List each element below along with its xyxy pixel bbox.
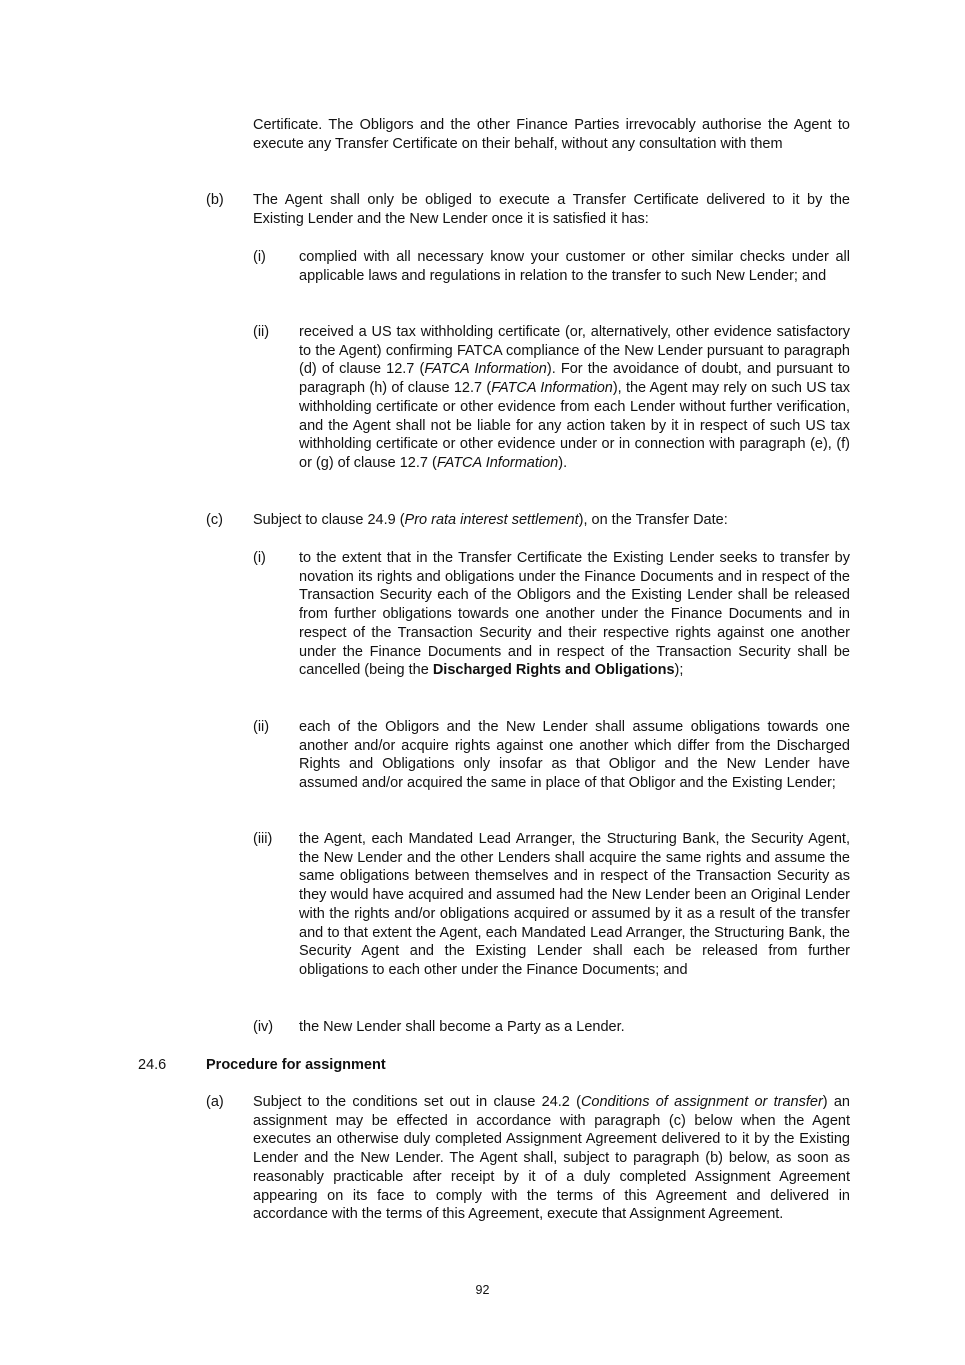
paragraph-text: received a US tax withholding certificate (or, alternatively, other evidence satisfactory to the Agent) confirming FATCA compliance of the New Lender pursuant to paragraph (d) of clause 12.7 (	[299, 324, 850, 378]
clause-a-text	[253, 1093, 850, 1224]
clause-c-iii-text	[299, 830, 850, 980]
clause-label-b-ii: (ii)	[253, 324, 270, 340]
clause-c-iv-text	[299, 1018, 850, 1037]
clause-label-c: (c)	[206, 512, 223, 528]
clause-c-text	[253, 511, 850, 530]
paragraph-text: to the extent that in the Transfer Certificate the Existing Lender seeks to transfer by novation its rights and obligations under the Finance Documents and in respect of the Transaction Security each of the Obligors and the Existing Lender shall be released from further obligations towards one another under the Finance Documents and in respect of the Transaction Security and their respective rights against one another under the Finance Documents and in respect of the Transaction Security shall be cancelled (being the	[299, 550, 850, 679]
clause-label-b: (b)	[206, 192, 224, 208]
paragraph-text: Certificate. The Obligors and the other Finance Parties irrevocably authorise the Agent to execute any Transfer Certificate on their behalf, without any consultation with them	[253, 117, 850, 152]
clause-reference-italic: FATCA Information	[436, 454, 559, 471]
paragraph-text: the New Lender shall become a Party as a Lender.	[299, 1019, 625, 1035]
clause-label-c-i: (i)	[253, 550, 266, 566]
paragraph-continuation	[253, 116, 850, 153]
clause-label-b-i: (i)	[253, 249, 266, 265]
clause-reference-italic: Pro rata interest settlement	[404, 512, 579, 528]
paragraph-text: each of the Obligors and the New Lender shall assume obligations towards one another and/or acquire rights against one another which differ from the Discharged Rights and Obligations only insofar as that Obligor and the New Lender have assumed and/or acquired the same in place of that Obligor and the Existing Lender;	[299, 719, 850, 792]
paragraph-text: Subject to clause 24.9 (	[253, 512, 405, 528]
clause-reference-italic: Conditions of assignment or transfer	[580, 1094, 823, 1110]
clause-c-i-text	[299, 549, 850, 680]
page-number: 92	[475, 1283, 490, 1297]
clause-b-i-text	[299, 248, 850, 285]
paragraph-text: ) an assignment may be effected in accordance with paragraph (c) below when the Agent executes an otherwise duly completed Assignment Agreement delivered to it by the Existing Lender and the New Lender. The Agent shall, subject to paragraph (b) below, as soon as reasonably practicable after receipt by it of a duly completed Assignment Agreement appearing on its face to comply with the terms of this Agreement and delivered in accordance with the terms of this Agreement, execute that Assignment Agreement.	[253, 1094, 850, 1223]
clause-label-a: (a)	[206, 1094, 224, 1110]
defined-term-bold: Discharged Rights and Obligations	[432, 662, 675, 679]
clause-b-ii-text	[299, 323, 850, 473]
paragraph-text: ). For the avoidance of doubt, and pursuant to paragraph (h) of clause 12.7 (	[299, 361, 850, 397]
clause-b-text	[253, 191, 850, 228]
clause-c-ii-text	[299, 718, 850, 793]
paragraph-text: ).	[558, 454, 568, 471]
clause-reference-italic: FATCA Information	[491, 380, 613, 397]
paragraph-text: The Agent shall only be obliged to execute a Transfer Certificate delivered to it by the Existing Lender and the New Lender once it is satisfied it has:	[253, 192, 850, 227]
section-number: 24.6	[138, 1057, 167, 1073]
clause-label-c-iii: (iii)	[253, 831, 273, 847]
section-title: Procedure for assignment	[206, 1057, 386, 1073]
paragraph-text: ), on the Transfer Date:	[578, 512, 728, 528]
paragraph-text: ), the Agent may rely on such US tax withholding certificate or other evidence from each Lender without further verification, and the Agent shall not be liable for any action taken by it in respect of such US tax withholding certificate or other evidence under or in connection with paragraph (e), (f) or (g) of clause 12.7 (	[299, 380, 851, 471]
paragraph-text: complied with all necessary know your customer or other similar checks under all applicable laws and regulations in relation to the transfer to such New Lender; and	[299, 249, 850, 284]
clause-label-c-iv: (iv)	[253, 1019, 274, 1035]
paragraph-text: the Agent, each Mandated Lead Arranger, the Structuring Bank, the Security Agent, the New Lender and the other Lenders shall acquire the same rights and assume the same obligations between themselves and in respect of the Transaction Security as they would have acquired and assumed had the New Lender been an Original Lender with the rights and/or obligations acquired or assumed by it as a result of the transfer and to that extent the Agent, each Mandated Lead Arranger, the Structuring Bank, the Security Agent and the Existing Lender shall each be released from further obligations to each other under the Finance Documents; and	[299, 831, 850, 978]
paragraph-text: );	[674, 662, 684, 679]
clause-label-c-ii: (ii)	[253, 719, 270, 735]
paragraph-text: Subject to the conditions set out in clause 24.2 (	[253, 1094, 581, 1110]
clause-reference-italic: FATCA Information	[424, 361, 547, 378]
